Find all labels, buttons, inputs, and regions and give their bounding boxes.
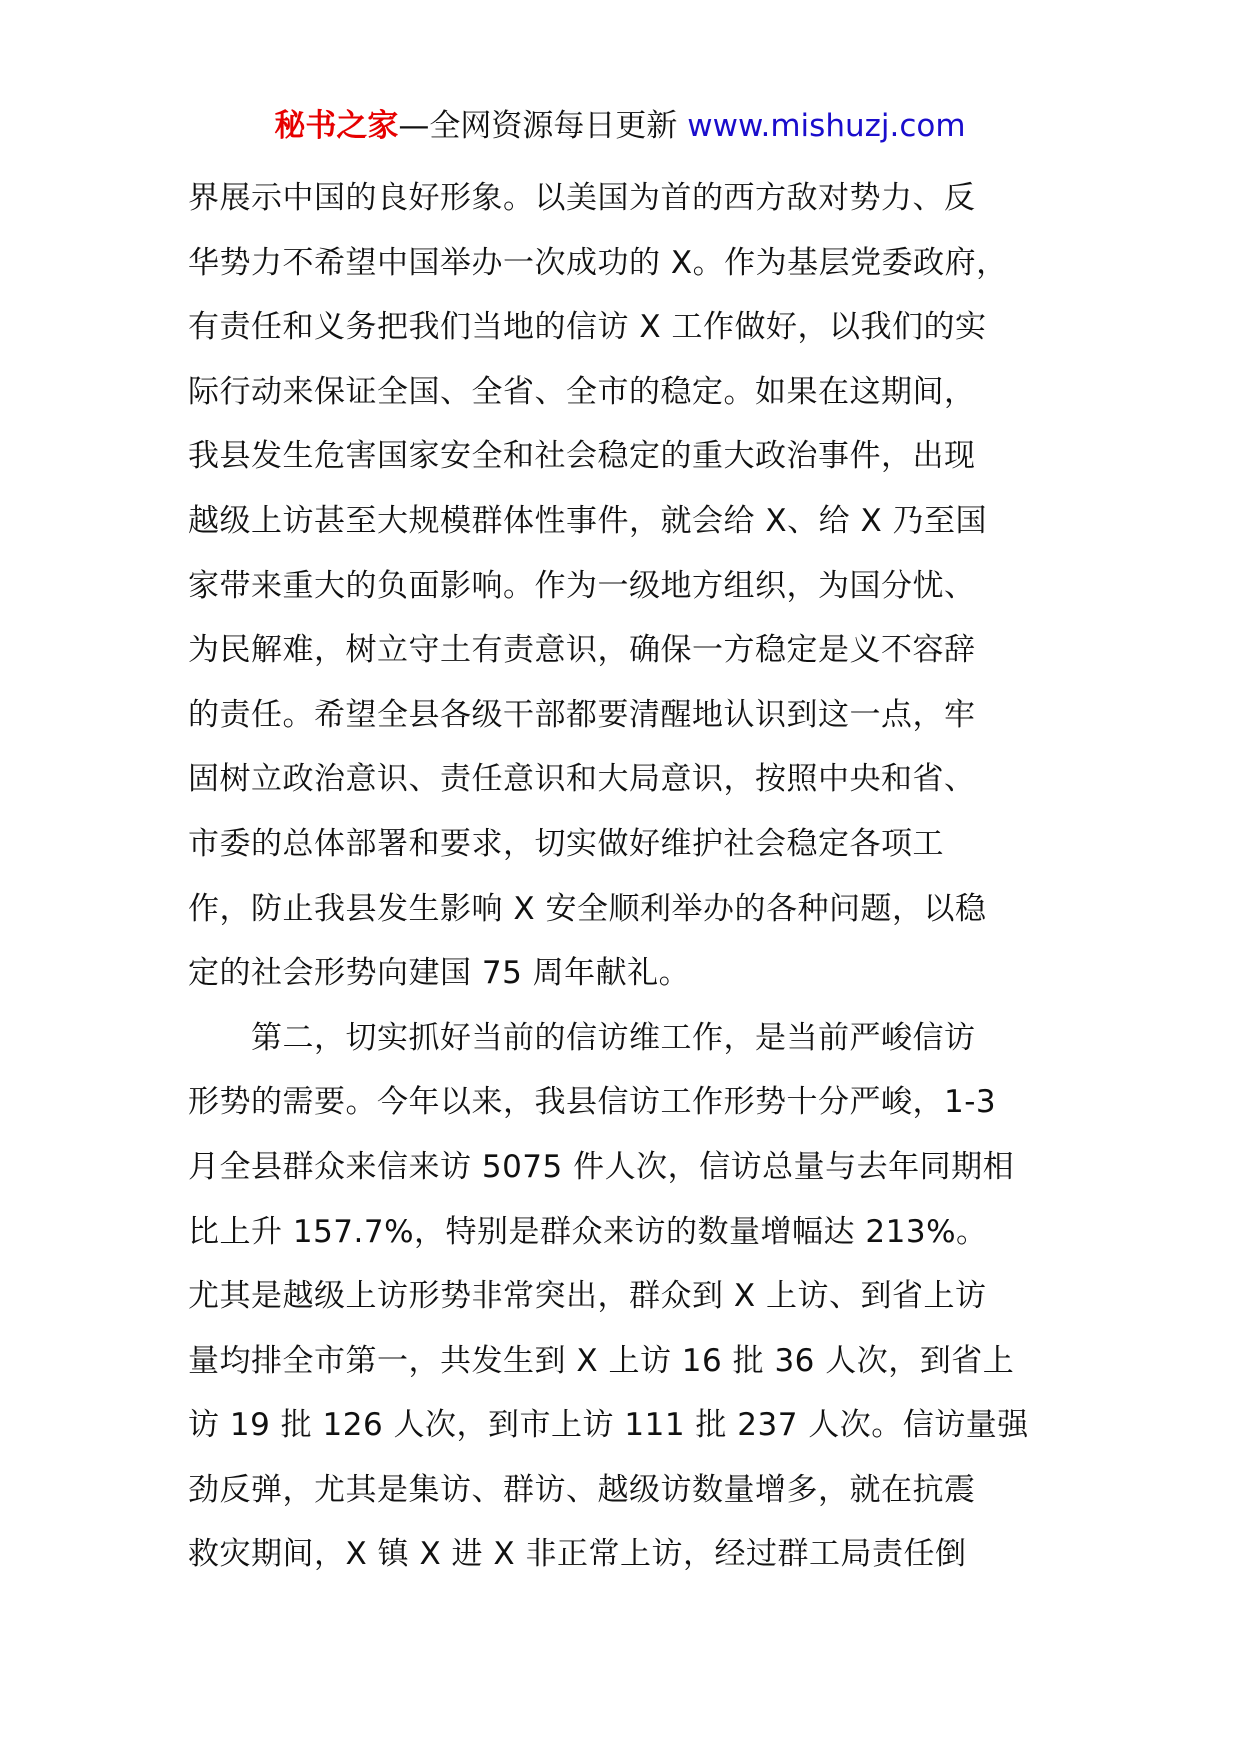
text-line: 量均排全市第一，共发生到 X 上访 16 批 36 人次，到省上 [188, 1342, 1015, 1379]
text-line: 形势的需要。今年以来，我县信访工作形势十分严峻，1-3 [188, 1084, 997, 1121]
text-line: 定的社会形势向建国 75 周年献礼。 [188, 955, 691, 992]
text-line: 华势力不希望中国举办一次成功的 X。作为基层党委政府， [188, 244, 1008, 281]
document-body [188, 166, 1058, 1587]
text-line: 界展示中国的良好形象。以美国为首的西方敌对势力、反 [188, 180, 976, 216]
text-line: 固树立政治意识、责任意识和大局意识，按照中央和省、 [188, 761, 976, 798]
text-line: 的责任。希望全县各级干部都要清醒地认识到这一点，牢 [188, 696, 976, 733]
text-line: 为民解难，树立守土有责意识，确保一方稳定是义不容辞 [188, 632, 976, 669]
text-line: 我县发生危害国家安全和社会稳定的重大政治事件，出现 [188, 438, 976, 475]
text-line: 越级上访甚至大规模群体性事件，就会给 X、给 X 乃至国 [188, 502, 988, 539]
text-line: 访 19 批 126 人次，到市上访 111 批 237 人次。信访量强 [188, 1407, 1029, 1444]
text-line: 救灾期间，X 镇 X 进 X 非正常上访，经过群工局责任倒 [188, 1536, 967, 1573]
website-link[interactable]: www.mishuzj.com [687, 108, 966, 144]
text-line: 尤其是越级上访形势非常突出，群众到 X 上访、到省上访 [188, 1278, 987, 1315]
text-line: 家带来重大的负面影响。作为一级地方组织，为国分忧、 [188, 567, 976, 604]
paragraph-start-line: 第二，切实抓好当前的信访维工作，是当前严峻信访 [188, 1019, 976, 1056]
brand-name: 秘书之家 [274, 108, 399, 144]
text-line: 市委的总体部署和要求，切实做好维护社会稳定各项工 [188, 825, 944, 862]
text-line: 际行动来保证全国、全省、全市的稳定。如果在这期间， [188, 373, 976, 410]
text-line: 有责任和义务把我们当地的信访 X 工作做好，以我们的实 [188, 309, 987, 346]
text-line: 作，防止我县发生影响 X 安全顺利举办的各种问题，以稳 [188, 890, 987, 927]
header-slogan: —全网资源每日更新 [398, 108, 688, 144]
text-line: 月全县群众来信来访 5075 件人次，信访总量与去年同期相 [188, 1148, 1015, 1185]
text-line: 劲反弹，尤其是集访、群访、越级访数量增多，就在抗震 [188, 1471, 976, 1508]
page-header [0, 104, 1240, 148]
text-line: 比上升 157.7%，特别是群众来访的数量增幅达 213%。 [188, 1213, 988, 1250]
